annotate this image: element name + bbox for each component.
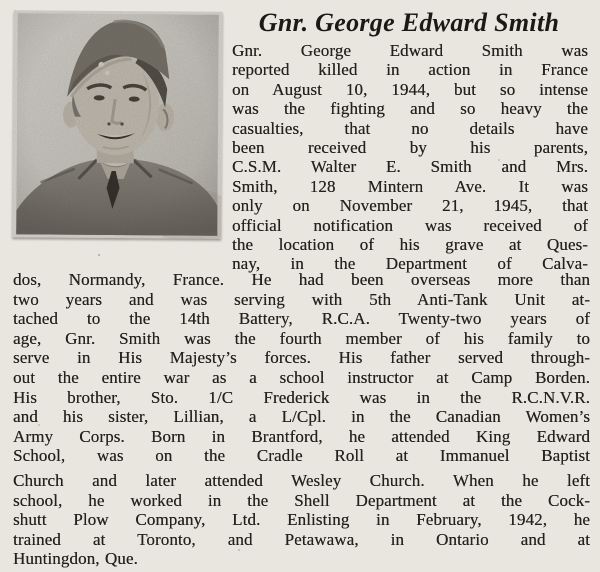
text-line: trained at Toronto, and Petawawa, in Ontario and at (13, 529, 590, 549)
text-line: two years and was serving with 5th Anti-Tank Unit at- (13, 289, 590, 309)
text-line: shutt Plow Company, Ltd. Enlisting in February, 1942, he (13, 510, 590, 530)
soldier-portrait-image (12, 10, 223, 238)
text-line: was the fighting and so heavy the (232, 99, 588, 119)
text-line: C.S.M. Walter E. Smith and Mrs. (232, 157, 588, 177)
text-line: tached to the 14th Battery, R.C.A. Twenty-two years of (13, 309, 590, 329)
text-line: Huntingdon, Que. (13, 549, 138, 569)
text-line: casualties, that no details have (232, 118, 588, 138)
text-line: dos, Normandy, France. He had been overseas more than (13, 270, 590, 289)
soldier-portrait-photo (12, 10, 223, 238)
text-line: and his sister, Lillian, a L/Cpl. in the Canadian Women’s (13, 407, 590, 427)
text-line: school, he worked in the Shell Department at the Cock- (13, 490, 590, 510)
text-line: Gnr. George Edward Smith was (232, 41, 588, 60)
article-full-text (13, 270, 590, 466)
text-line: the location of his grave at Ques- (232, 235, 588, 255)
text-line: Church and later attended Wesley Church. When he left (13, 471, 590, 490)
text-line: serve in His Majesty’s forces. His father served through- (13, 348, 590, 368)
text-line: His brother, Sto. 1/C Frederick was in the R.C.N.V.R. (13, 387, 590, 407)
text-line: Smith, 128 Mintern Ave. It was (232, 176, 588, 196)
text-line: official notification was received of (232, 215, 588, 235)
text-line: reported killed in action in France (232, 60, 588, 80)
text-line: out the entire war as a school instructor at Camp Borden. (13, 367, 590, 387)
text-line: nay, in the Department of Calva- (232, 254, 588, 274)
text-line: on August 10, 1944, but so intense (232, 79, 588, 99)
text-line: age, Gnr. Smith was the fourth member of his family to (13, 328, 590, 348)
article-column-text (232, 41, 588, 274)
article-paragraph-2 (13, 471, 590, 569)
text-line: Army Corps. Born in Brantford, he attended King Edward (13, 426, 590, 446)
text-line: only on November 21, 1945, that (232, 196, 588, 216)
text-line: been received by his parents, (232, 138, 588, 158)
text-line: School, was on the Cradle Roll at Immanuel Baptist (13, 446, 590, 466)
page-title: Gnr. George Edward Smith (258, 8, 560, 37)
